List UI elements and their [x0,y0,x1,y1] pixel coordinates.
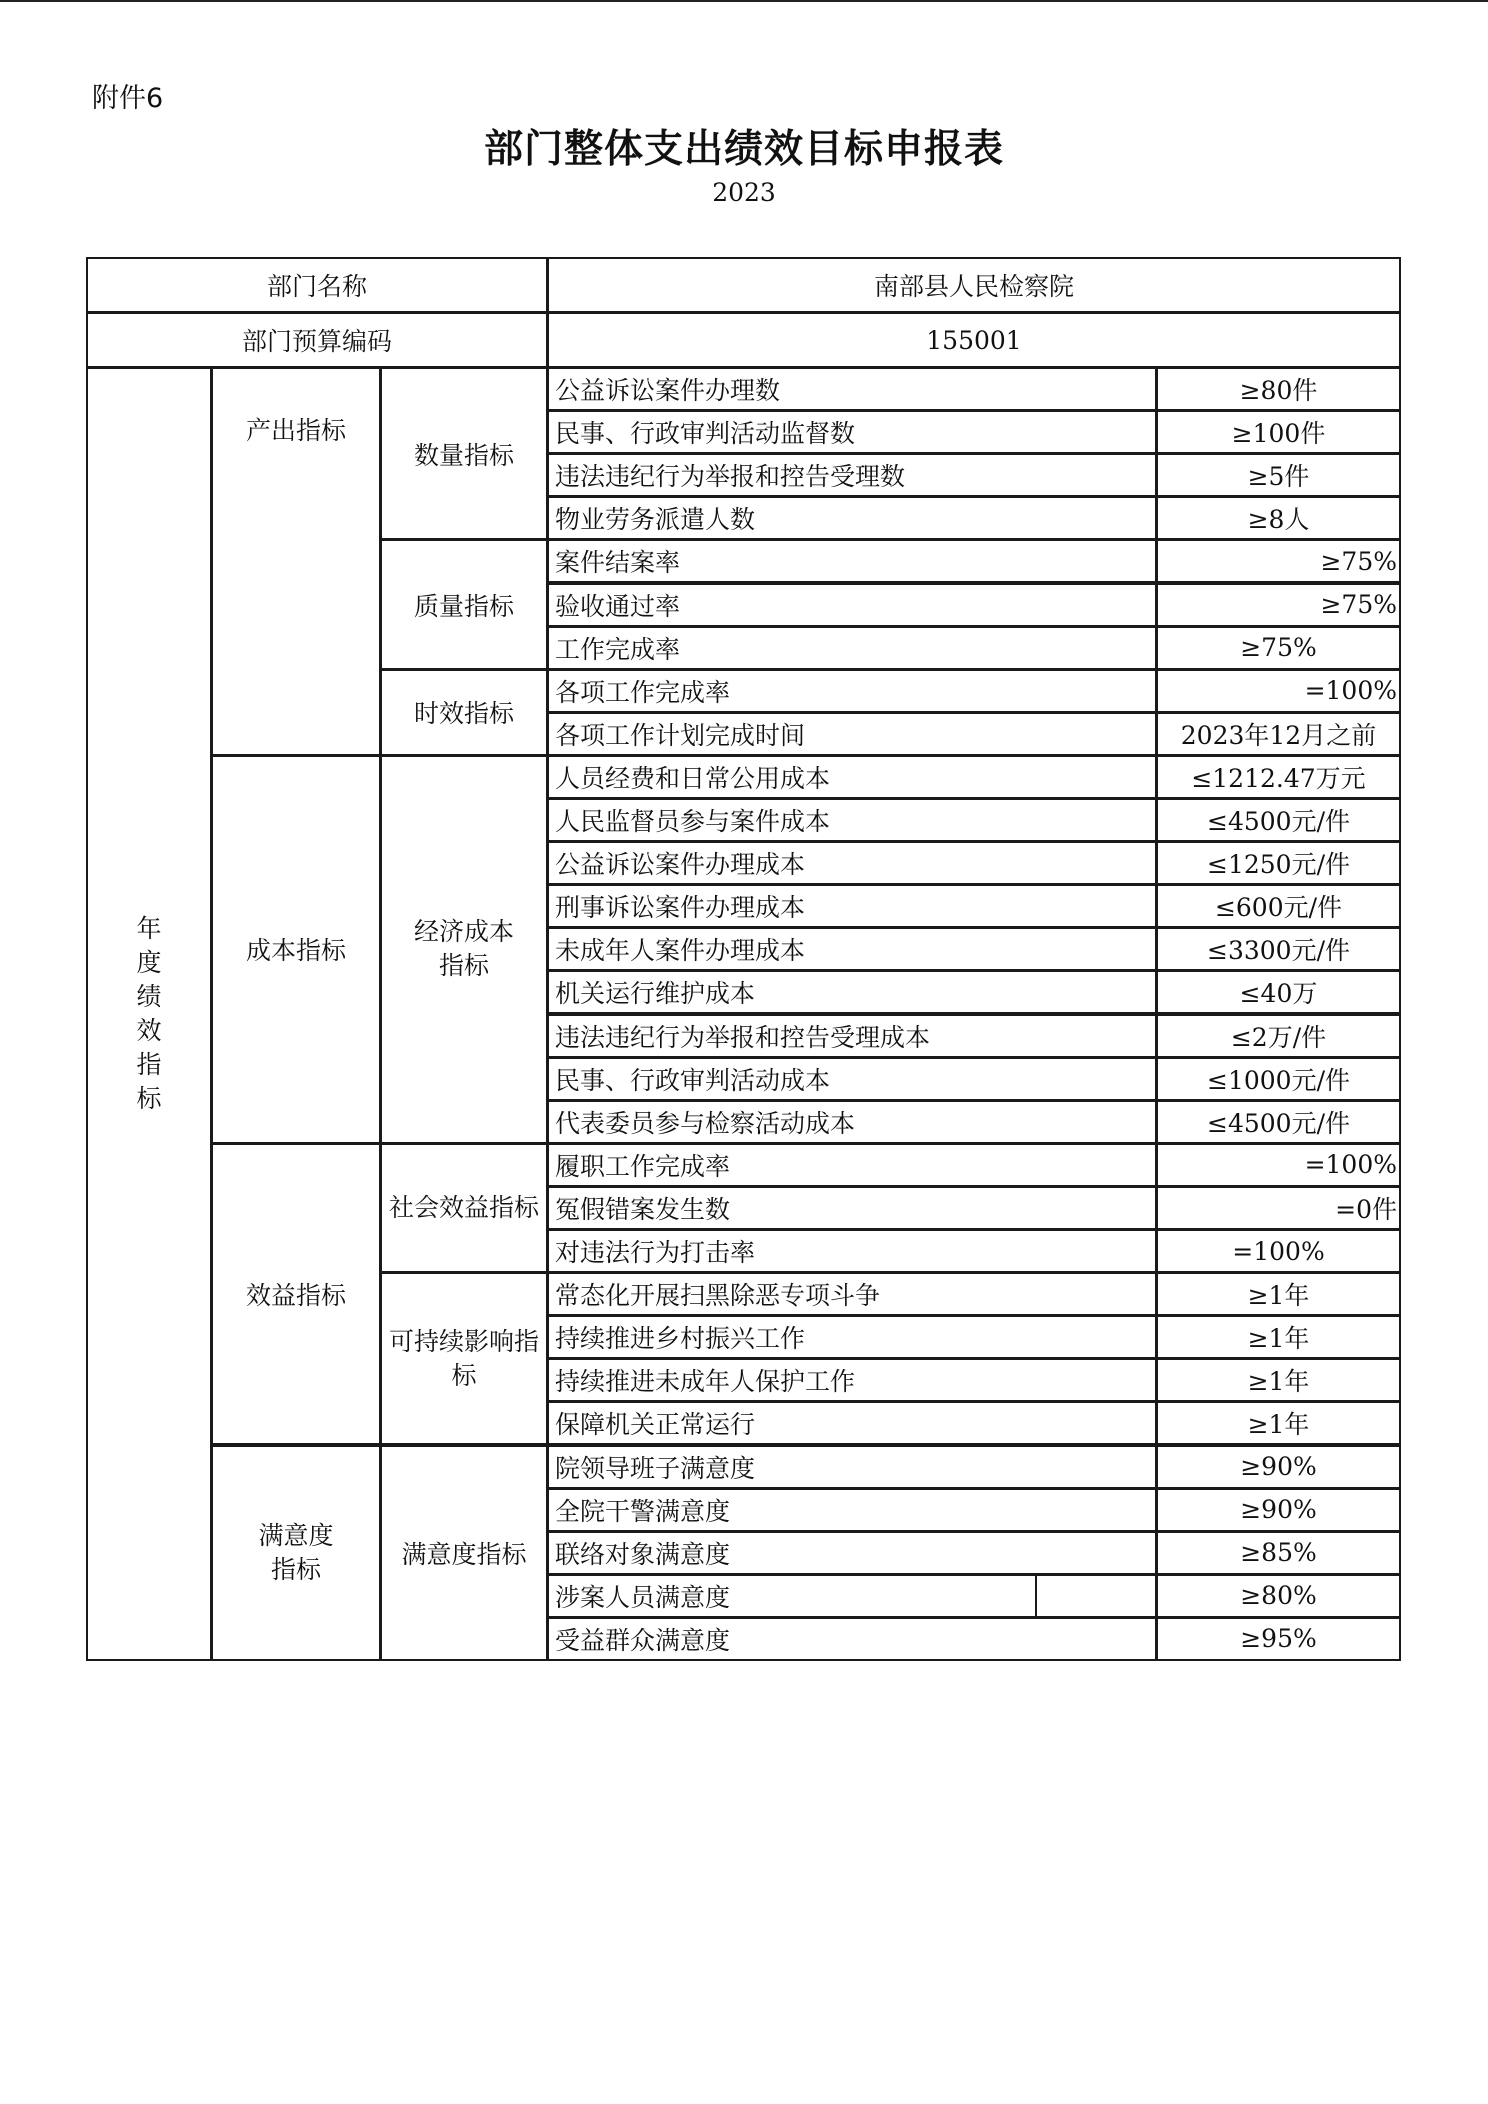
indicator-value-text: =100% [1232,1236,1325,1266]
indicator-value [1156,1617,1401,1661]
indicator-name [547,496,1157,540]
indicator-value-text: ≥75% [1320,546,1397,576]
indicator-name-text: 人员经费和日常公用成本 [555,763,831,793]
indicator-value [1156,712,1401,756]
indicator-name [547,1186,1157,1230]
subcategory-timeliness-text: 时效指标 [413,699,514,729]
indicator-name-text: 保障机关正常运行 [555,1410,756,1440]
indicator-name-text: 受益群众满意度 [555,1625,731,1655]
indicator-name-text: 常态化开展扫黑除恶专项斗争 [555,1281,881,1311]
indicator-name-text: 冤假错案发生数 [555,1194,731,1224]
indicator-name-text: 未成年人案件办理成本 [555,936,806,966]
indicator-value [1156,755,1401,799]
indicator-value [1156,453,1401,497]
indicator-value [1156,1014,1401,1058]
indicator-name [547,1272,1157,1316]
subcategory-satisfaction-text: 满意度指标 [401,1539,527,1569]
indicator-name [547,1143,1157,1187]
indicator-name [547,367,1157,411]
vertical-char: 效 [136,1016,162,1045]
indicator-value [1156,1272,1401,1316]
indicator-name [547,1014,1157,1058]
indicator-name-text: 人民监督员参与案件成本 [555,807,831,837]
indicator-value-text: 2023年12月之前 [1180,720,1377,750]
indicator-name-text: 涉案人员满意度 [555,1582,731,1612]
vertical-char: 绩 [136,982,162,1011]
indicator-name [547,626,1157,670]
vertical-char: 标 [136,1084,162,1113]
indicator-name-text: 物业劳务派遣人数 [555,505,756,535]
indicator-value-text: ≤1212.47万元 [1191,763,1366,793]
indicator-name [547,841,1157,885]
dept-name-value-text: 南部县人民检察院 [873,272,1074,301]
vertical-char: 度 [136,948,162,977]
indicator-name [547,1315,1157,1359]
indicator-name [547,798,1157,842]
indicator-value [1156,970,1401,1014]
indicator-value [1156,1445,1401,1489]
indicator-value-text: ≥1年 [1247,1281,1310,1311]
indicator-value [1156,1401,1401,1445]
category-benefit [211,1143,381,1446]
indicator-name-text: 民事、行政审判活动成本 [555,1065,831,1095]
indicator-name-text: 院领导班子满意度 [555,1453,756,1483]
category-benefit-text: 效益指标 [245,1281,346,1311]
indicator-value-text: ≥5件 [1247,462,1310,492]
subcategory-sustainable [380,1272,548,1445]
subcategory-satisfaction [380,1445,548,1662]
dept-name-value [547,257,1401,313]
indicator-value-text: ≥1年 [1247,1367,1310,1397]
indicator-name [547,1057,1157,1101]
indicator-name-text: 违法违纪行为举报和控告受理成本 [555,1022,931,1052]
indicator-name [547,1617,1157,1661]
indicator-value-text: ≥100件 [1231,419,1326,449]
indicator-value-text: ≥75% [1320,590,1397,620]
vertical-char: 年 [136,914,162,943]
indicator-name-text: 公益诉讼案件办理成本 [555,850,806,880]
subcategory-social-benefit-text: 社会效益指标 [388,1192,539,1222]
indicator-name-text: 违法违纪行为举报和控告受理数 [555,462,906,492]
indicator-value-text: ≤600元/件 [1214,893,1343,923]
indicator-value [1156,1531,1401,1575]
indicator-value-text: ≤4500元/件 [1207,1108,1350,1138]
indicator-name [547,1229,1157,1273]
indicator-value-text: ≥1年 [1247,1324,1310,1354]
category-satisfaction [211,1445,381,1662]
indicator-value [1156,1574,1401,1618]
dept-name-label-text: 部门名称 [266,272,367,301]
subcategory-economic-cost [380,755,548,1144]
year-label: 2023 [712,178,776,207]
indicator-name-text: 刑事诉讼案件办理成本 [555,893,806,923]
indicator-value-text: ≥95% [1240,1624,1317,1654]
indicator-name-text: 对违法行为打击率 [555,1238,756,1268]
indicator-name-text: 履职工作完成率 [555,1151,731,1181]
vertical-char: 指 [136,1050,162,1079]
indicator-name [547,669,1157,713]
indicator-value [1156,539,1401,583]
indicator-value [1156,1100,1401,1144]
performance-table [86,257,1400,1665]
indicator-value [1156,1315,1401,1359]
indicator-value-text: ≥80件 [1239,376,1318,406]
indicator-value [1156,669,1401,713]
subcategory-quality-text: 质量指标 [413,591,514,621]
indicator-name [547,1445,1157,1489]
indicator-value-text: ≥80% [1240,1581,1317,1611]
indicator-name [547,884,1157,928]
indicator-value-text: ≤3300元/件 [1207,936,1350,966]
indicator-name-text: 持续推进乡村振兴工作 [555,1324,806,1354]
indicator-value-text: ≥75% [1240,633,1317,663]
indicator-name-text: 代表委员参与检察活动成本 [555,1108,856,1138]
indicator-value [1156,496,1401,540]
subcategory-timeliness [380,669,548,756]
indicator-value-text: ≤2万/件 [1230,1022,1327,1052]
indicator-value [1156,1358,1401,1402]
budget-code-value [547,312,1401,368]
indicator-value [1156,1143,1401,1187]
indicator-name-text: 各项工作完成率 [555,677,731,707]
budget-code-label [86,312,548,368]
indicator-value [1156,583,1401,627]
indicator-value [1156,1186,1401,1230]
indicator-name-text: 各项工作计划完成时间 [555,720,806,750]
indicator-name-text: 工作完成率 [555,634,681,664]
page-top-border [0,0,1488,2]
indicator-name [547,1574,1157,1618]
indicator-value [1156,798,1401,842]
category-cost [211,755,381,1144]
indicator-name [547,927,1157,971]
indicator-name-text: 公益诉讼案件办理数 [555,376,781,406]
indicator-value-text: =100% [1304,676,1397,706]
indicator-name-text: 验收通过率 [555,591,681,621]
annual-indicator-label [86,367,212,1661]
indicator-value [1156,626,1401,670]
row-divider [1035,1574,1037,1617]
indicator-value-text: =100% [1304,1150,1397,1180]
indicator-name [547,410,1157,454]
indicator-name [547,583,1157,627]
indicator-value [1156,1488,1401,1532]
subcategory-economic-cost-text: 经济成本指标 [413,917,514,981]
budget-code-label-text: 部门预算编码 [241,327,392,356]
subcategory-sustainable-text: 可持续影响指标 [388,1326,539,1390]
dept-name-label [86,257,548,313]
indicator-name-text: 民事、行政审判活动监督数 [555,419,856,449]
indicator-name [547,1358,1157,1402]
attachment-label: 附件6 [92,83,164,114]
indicator-name [547,970,1157,1014]
indicator-value-text: ≥1年 [1247,1410,1310,1440]
indicator-value-text: ≥90% [1240,1495,1317,1525]
indicator-value [1156,884,1401,928]
indicator-name [547,712,1157,756]
page-title: 部门整体支出绩效目标申报表 [483,127,1004,172]
indicator-value [1156,410,1401,454]
indicator-name [547,539,1157,583]
indicator-value-text: =0件 [1335,1194,1397,1224]
indicator-value-text: ≤1250元/件 [1207,850,1350,880]
indicator-name [547,755,1157,799]
indicator-name-text: 案件结案率 [555,548,681,578]
indicator-value [1156,1057,1401,1101]
indicator-value [1156,927,1401,971]
subcategory-social-benefit [380,1143,548,1273]
indicator-value [1156,841,1401,885]
category-output-text: 产出指标 [245,416,346,445]
indicator-value-text: ≤4500元/件 [1207,807,1350,837]
indicator-value-text: ≤40万 [1239,979,1318,1009]
category-satisfaction-text: 满意度指标 [258,1520,334,1584]
indicator-value-text: ≥85% [1240,1538,1317,1568]
indicator-name-text: 全院干警满意度 [555,1496,731,1526]
category-cost-text: 成本指标 [245,936,346,966]
subcategory-quality [380,539,548,669]
indicator-name-text: 持续推进未成年人保护工作 [555,1367,856,1397]
indicator-value-text: ≤1000元/件 [1207,1065,1350,1095]
indicator-name-text: 联络对象满意度 [555,1539,731,1569]
indicator-value-text: ≥8人 [1247,505,1310,535]
indicator-name [547,1531,1157,1575]
indicator-name [547,1401,1157,1445]
subcategory-quantity-text: 数量指标 [413,440,514,470]
indicator-name [547,1100,1157,1144]
indicator-value [1156,367,1401,411]
indicator-value [1156,1229,1401,1273]
budget-code-value-text: 155001 [926,325,1022,355]
category-output [211,367,381,756]
indicator-name-text: 机关运行维护成本 [555,979,756,1009]
indicator-name [547,1488,1157,1532]
indicator-value-text: ≥90% [1240,1452,1317,1482]
subcategory-quantity [380,367,548,540]
indicator-name [547,453,1157,497]
